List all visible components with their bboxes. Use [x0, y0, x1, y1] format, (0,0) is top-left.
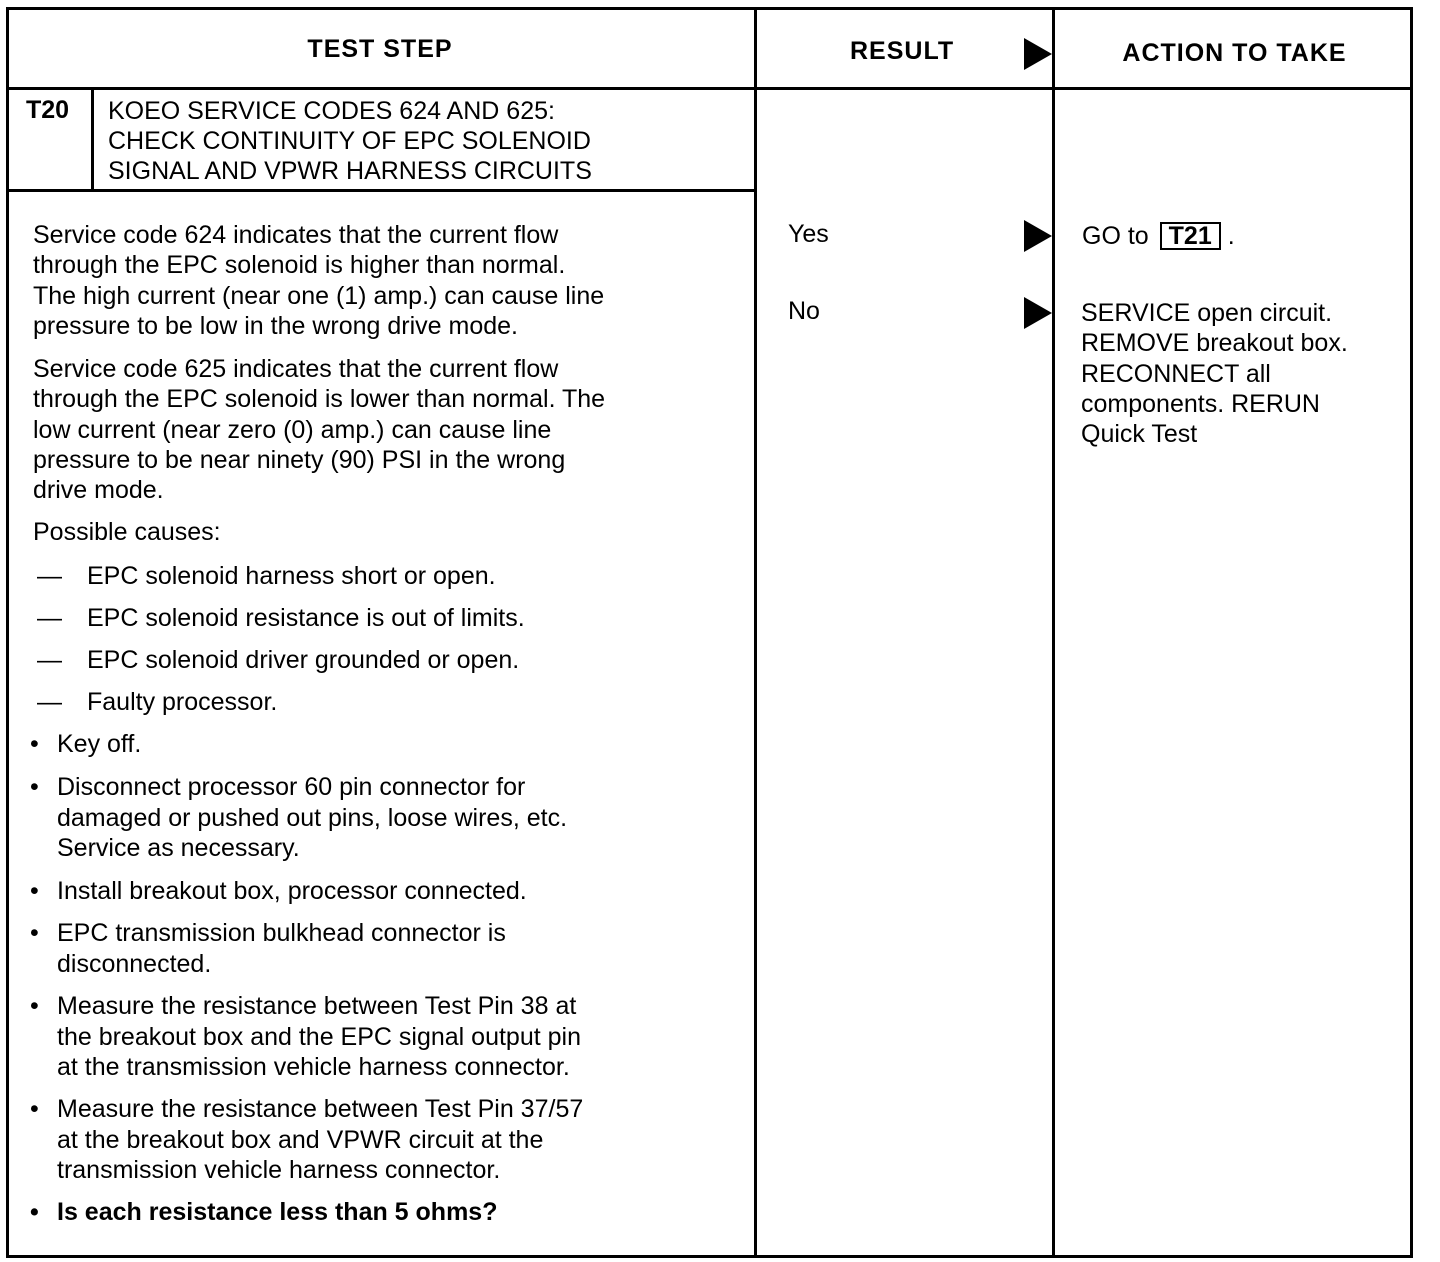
cause-text: EPC solenoid driver grounded or open.: [87, 646, 520, 674]
cause-item: [37, 687, 277, 718]
step-title-divider: [6, 189, 757, 192]
para1-line-1: Service code 624 indicates that the current flow: [33, 221, 559, 249]
procedure-step-question: [30, 1197, 497, 1228]
procedure-step: [30, 729, 141, 760]
header-action: ACTION TO TAKE: [1122, 39, 1347, 67]
dash-marker: —: [37, 604, 62, 632]
para1-line-2: through the EPC solenoid is higher than normal.: [33, 251, 566, 279]
action-yes: [1082, 221, 1235, 252]
dash-marker: —: [37, 688, 62, 716]
action-yes-suffix: .: [1227, 222, 1235, 250]
cause-text: Faulty processor.: [87, 688, 278, 716]
action-yes-prefix: GO to: [1082, 222, 1149, 250]
procedure-step-text: Disconnect processor 60 pin connector for damaged or pushed out pins, loose wires, etc. Service as necessary.: [57, 773, 568, 862]
header-result: RESULT: [850, 37, 955, 65]
cause-text: EPC solenoid resistance is out of limits.: [87, 604, 525, 632]
causes-label: Possible causes:: [33, 518, 221, 546]
header-test-step: TEST STEP: [307, 35, 453, 63]
step-title-line-3: SIGNAL AND VPWR HARNESS CIRCUITS: [108, 157, 592, 185]
bullet-marker: •: [30, 877, 39, 905]
cause-item: [37, 645, 519, 676]
procedure-step-text: Is each resistance less than 5 ohms?: [57, 1198, 498, 1226]
procedure-step: [30, 876, 527, 907]
action-no-line-4: components. RERUN: [1081, 390, 1320, 418]
header-divider: [6, 87, 1413, 90]
para2-line-5: drive mode.: [33, 476, 164, 504]
step-id-divider: [91, 87, 94, 191]
cause-text: EPC solenoid harness short or open.: [87, 562, 496, 590]
divider-result-column: [754, 7, 757, 1258]
procedure-step: [30, 991, 581, 1083]
para2-line-2: through the EPC solenoid is lower than normal. The: [33, 385, 606, 413]
bullet-marker: •: [30, 992, 39, 1020]
procedure-step-text: Measure the resistance between Test Pin 37/57 at the breakout box and VPWR circuit at the transmission vehicle harness connector.: [57, 1095, 584, 1184]
procedure-step-text: Measure the resistance between Test Pin 38 at the breakout box and the EPC signal output pin at the transmission vehicle harness connector.: [57, 992, 581, 1081]
bullet-marker: •: [30, 730, 39, 758]
para2-line-3: low current (near zero (0) amp.) can cause line: [33, 416, 552, 444]
bullet-marker: •: [30, 1095, 39, 1123]
no-arrow-icon: [1024, 297, 1052, 329]
cause-item: [37, 561, 496, 592]
procedure-step: [30, 772, 567, 864]
para1-line-3: The high current (near one (1) amp.) can cause line: [33, 282, 605, 310]
para2-line-4: pressure to be near ninety (90) PSI in the wrong: [33, 446, 566, 474]
dash-marker: —: [37, 562, 62, 590]
result-no: No: [788, 297, 820, 325]
procedure-step: [30, 918, 506, 979]
step-title-line-2: CHECK CONTINUITY OF EPC SOLENOID: [108, 127, 591, 155]
para2-line-1: Service code 625 indicates that the current flow: [33, 355, 559, 383]
action-no-line-5: Quick Test: [1081, 420, 1198, 448]
action-no-line-2: REMOVE breakout box.: [1081, 329, 1348, 357]
divider-action-column: [1052, 7, 1055, 1258]
cause-item: [37, 603, 525, 634]
step-id: T20: [26, 96, 70, 124]
step-title-line-1: KOEO SERVICE CODES 624 AND 625:: [108, 97, 555, 125]
para1-line-4: pressure to be low in the wrong drive mode.: [33, 312, 518, 340]
action-no-line-1: SERVICE open circuit.: [1081, 299, 1333, 327]
yes-arrow-icon: [1024, 220, 1052, 252]
bullet-marker: •: [30, 1198, 39, 1226]
header-arrow-icon: [1024, 38, 1052, 70]
result-yes: Yes: [788, 220, 829, 248]
procedure-step-text: EPC transmission bulkhead connector is disconnected.: [57, 919, 506, 978]
step-reference-t21[interactable]: T21: [1160, 222, 1221, 250]
action-no-line-3: RECONNECT all: [1081, 360, 1271, 388]
procedure-step-text: Key off.: [57, 730, 142, 758]
dash-marker: —: [37, 646, 62, 674]
procedure-step-text: Install breakout box, processor connected.: [57, 877, 527, 905]
bullet-marker: •: [30, 919, 39, 947]
procedure-step: [30, 1094, 583, 1186]
bullet-marker: •: [30, 773, 39, 801]
